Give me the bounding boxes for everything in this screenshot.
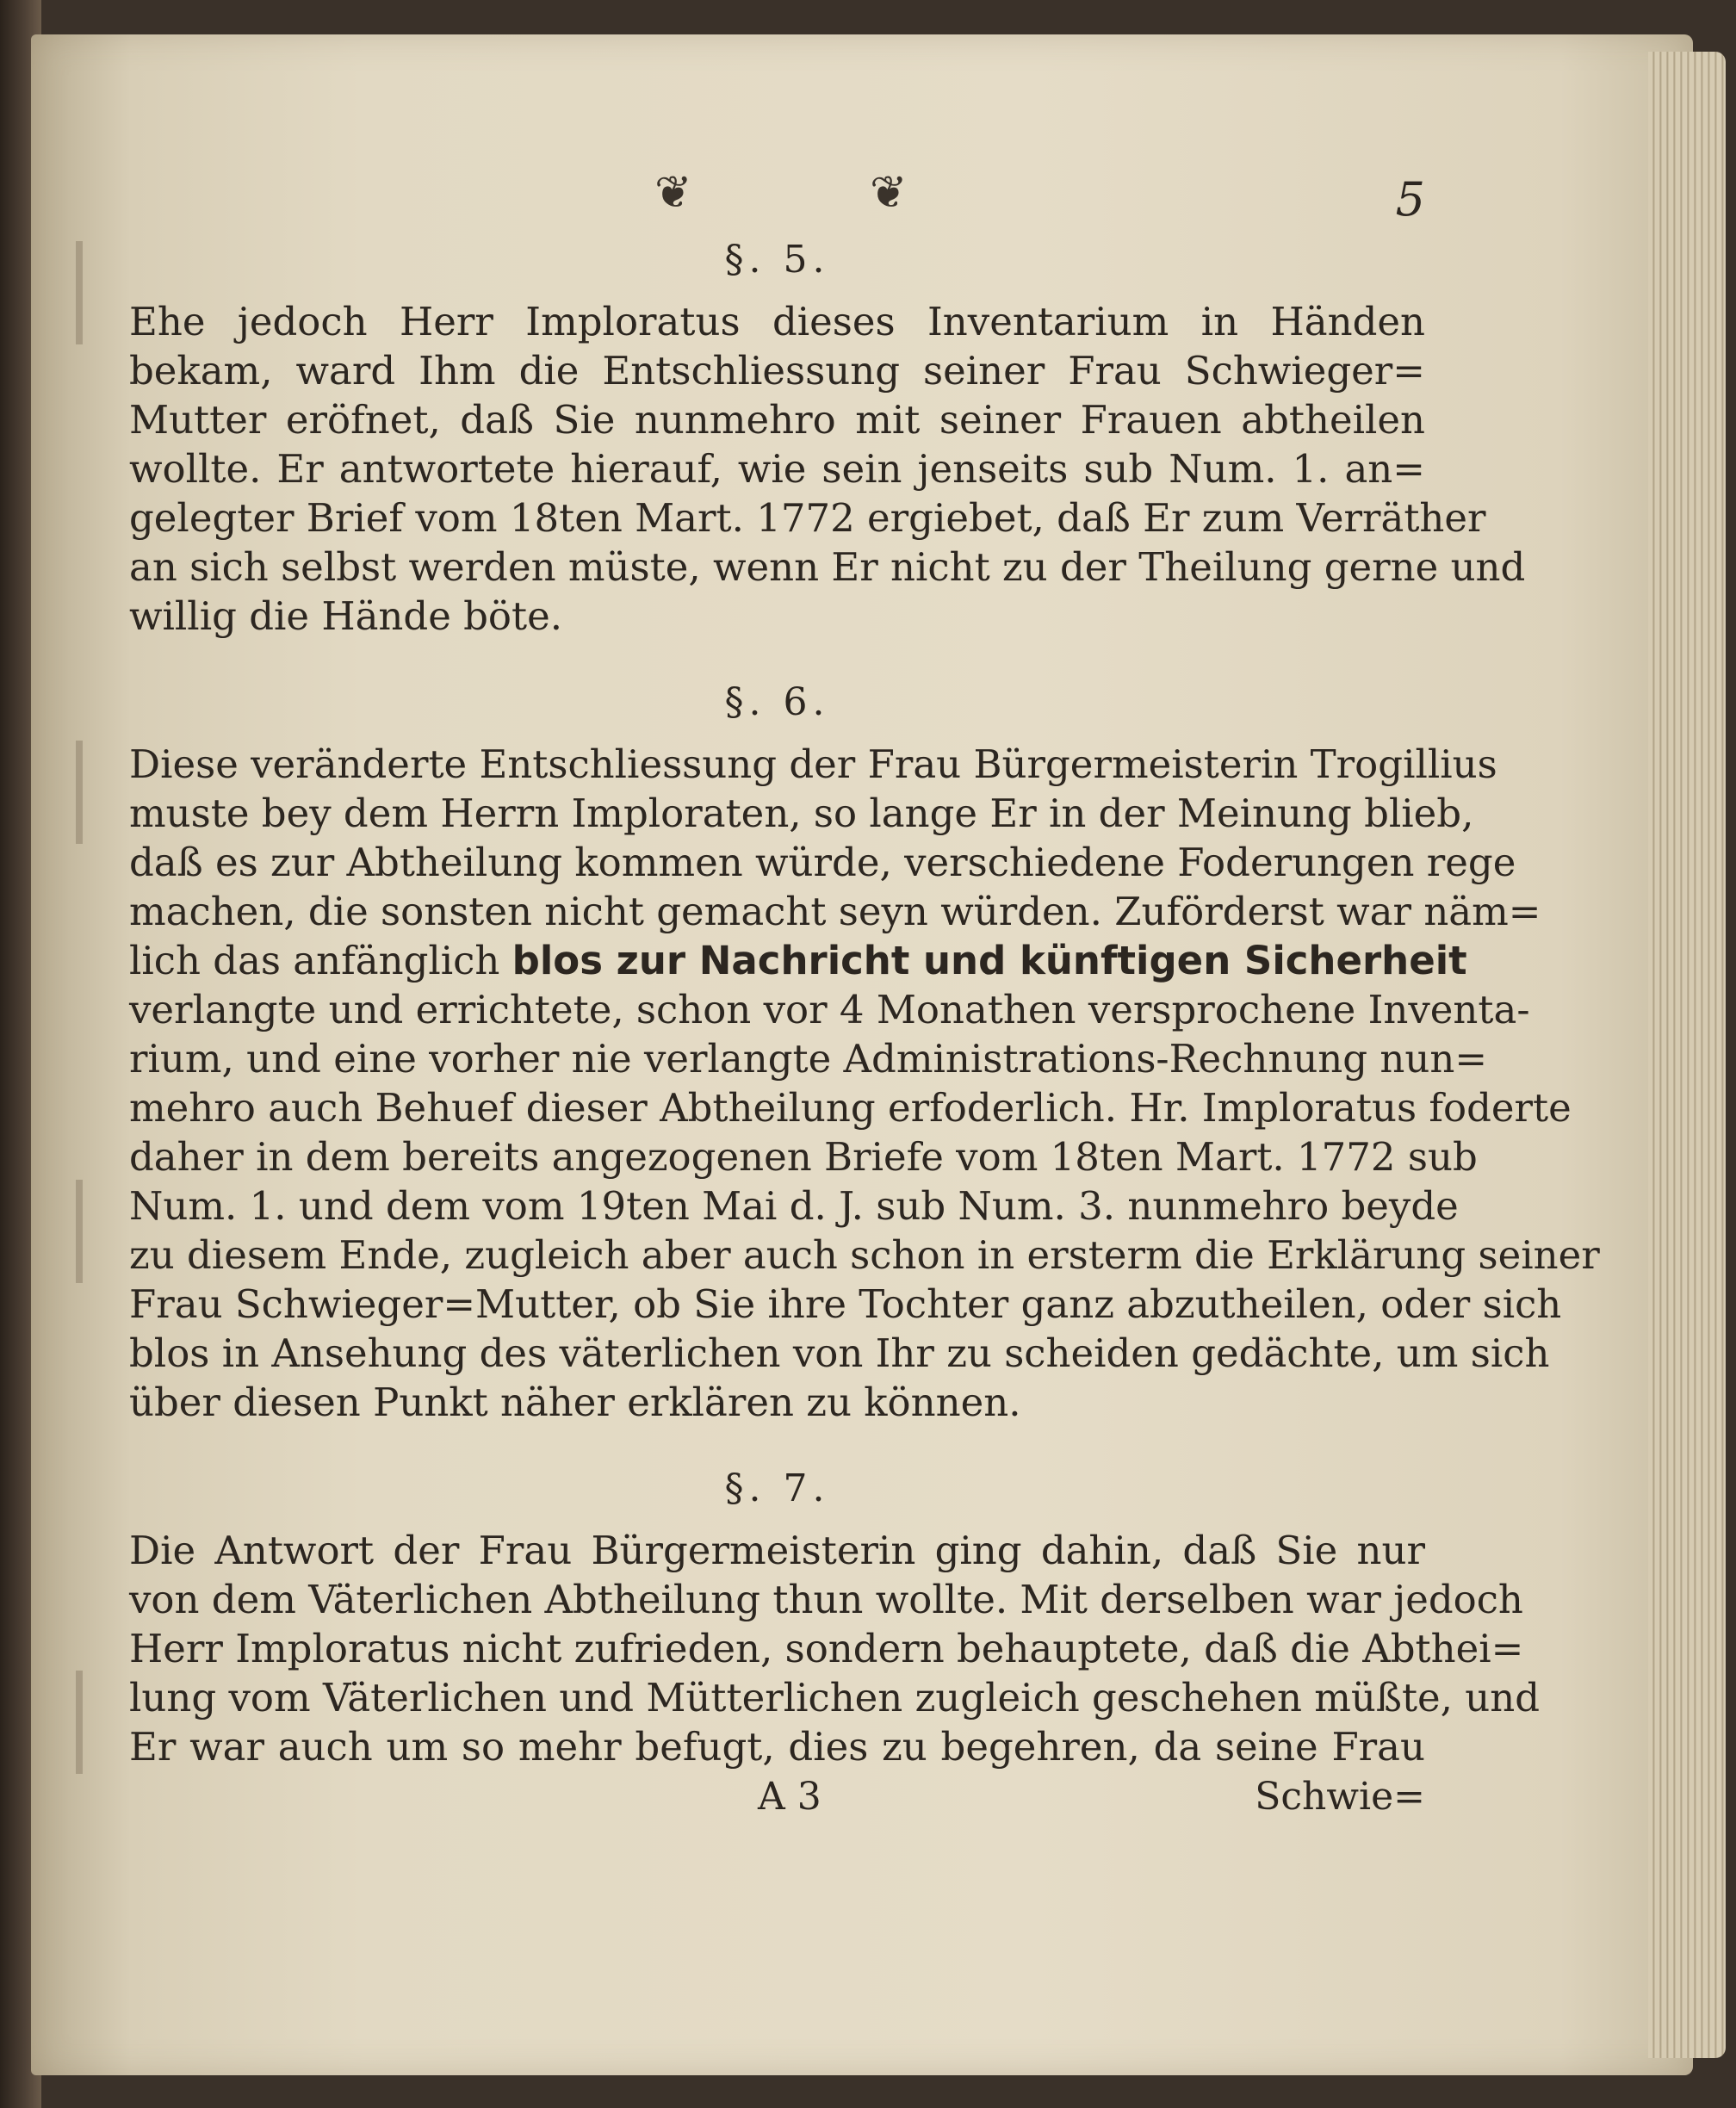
text-line: Herr Imploratus nicht zufrieden, sondern behauptete, daß die Abthei=: [129, 1626, 1524, 1671]
text-line: Ehe jedoch Herr Imploratus dieses Inventarium in Händen: [129, 299, 1425, 344]
text-line: gelegter Brief vom 18ten Mart. 1772 ergiebet, daß Er zum Verräther: [129, 495, 1486, 541]
text-line: Mutter eröfnet, daß Sie nunmehro mit seiner Frauen abtheilen: [129, 397, 1425, 443]
running-head: [129, 164, 1425, 232]
binding-stitch: [76, 741, 83, 844]
page-footer: [129, 1775, 1425, 1826]
text-line: zu diesem Ende, zugleich aber auch schon in ersterm die Erklärung seiner: [129, 1232, 1600, 1278]
text-line-emphasis: [129, 936, 1467, 985]
catchword: Schwie=: [1255, 1775, 1425, 1819]
text-line: Die Antwort der Frau Bürgermeisterin ging dahin, daß Sie nur: [129, 1528, 1425, 1573]
text-line: daß es zur Abtheilung kommen würde, verschiedene Foderungen rege: [129, 840, 1516, 885]
text-line: über diesen Punkt näher erklären zu können.: [129, 1380, 1021, 1425]
emphasized-text: blos zur Nachricht und künftigen Sicherheit: [512, 938, 1467, 983]
binding-stitch: [76, 241, 83, 344]
text-line: wollte. Er antwortete hierauf, wie sein jenseits sub Num. 1. an=: [129, 446, 1425, 492]
text-line: Frau Schwieger=Mutter, ob Sie ihre Tochter ganz abzutheilen, oder sich: [129, 1281, 1562, 1327]
binding-stitch: [76, 1180, 83, 1283]
paragraph: [129, 740, 1600, 1427]
section-heading: §. 6.: [724, 680, 830, 724]
text-line: Diese veränderte Entschliessung der Frau Bürgermeisterin Trogillius: [129, 741, 1497, 787]
paragraph: [129, 297, 1526, 641]
section-heading: §. 5.: [724, 238, 830, 282]
text-line: lung vom Väterlichen und Mütterlichen zugleich geschehen müßte, und: [129, 1675, 1541, 1720]
section-heading: §. 7.: [724, 1466, 830, 1510]
text-line: an sich selbst werden müste, wenn Er nicht zu der Theilung gerne und: [129, 544, 1526, 590]
text-line: Er war auch um so mehr befugt, dies zu begehren, da seine Frau: [129, 1724, 1425, 1770]
text-line: verlangte und errichtete, schon vor 4 Monathen versprochene Inventa-: [129, 987, 1530, 1032]
text-line: muste bey dem Herrn Imploraten, so lange Er in der Meinung blieb,: [129, 790, 1474, 836]
page-text: [129, 164, 1600, 1826]
text-line: machen, die sonsten nicht gemacht seyn würden. Zuförderst war näm=: [129, 889, 1541, 934]
text-line: daher in dem bereits angezogenen Briefe vom 18ten Mart. 1772 sub: [129, 1134, 1478, 1180]
text-line: blos in Ansehung des väterlichen von Ihr zu scheiden gedächte, um sich: [129, 1330, 1550, 1376]
page-stack-edge: [1648, 52, 1726, 2058]
text-line: bekam, ward Ihm die Entschliessung seiner Frau Schwieger=: [129, 348, 1425, 394]
text-line: rium, und eine vorher nie verlangte Administrations-Rechnung nun=: [129, 1036, 1488, 1082]
text-line: willig die Hände böte.: [129, 593, 563, 639]
text-line: von dem Väterlichen Abtheilung thun wollte. Mit derselben war jedoch: [129, 1577, 1523, 1622]
text-run: lich das anfänglich: [129, 938, 512, 983]
text-line: mehro auch Behuef dieser Abtheilung erfoderlich. Hr. Imploratus foderte: [129, 1085, 1572, 1131]
paragraph: [129, 1526, 1541, 1771]
binding-stitch: [76, 1671, 83, 1774]
page-number: 5: [1395, 172, 1425, 226]
signature-mark: A 3: [758, 1775, 822, 1819]
text-line: Num. 1. und dem vom 19ten Mai d. J. sub Num. 3. nunmehro beyde: [129, 1183, 1459, 1229]
ornament-icon: ❦: [654, 167, 692, 219]
ornament-icon: ❦: [870, 167, 908, 219]
